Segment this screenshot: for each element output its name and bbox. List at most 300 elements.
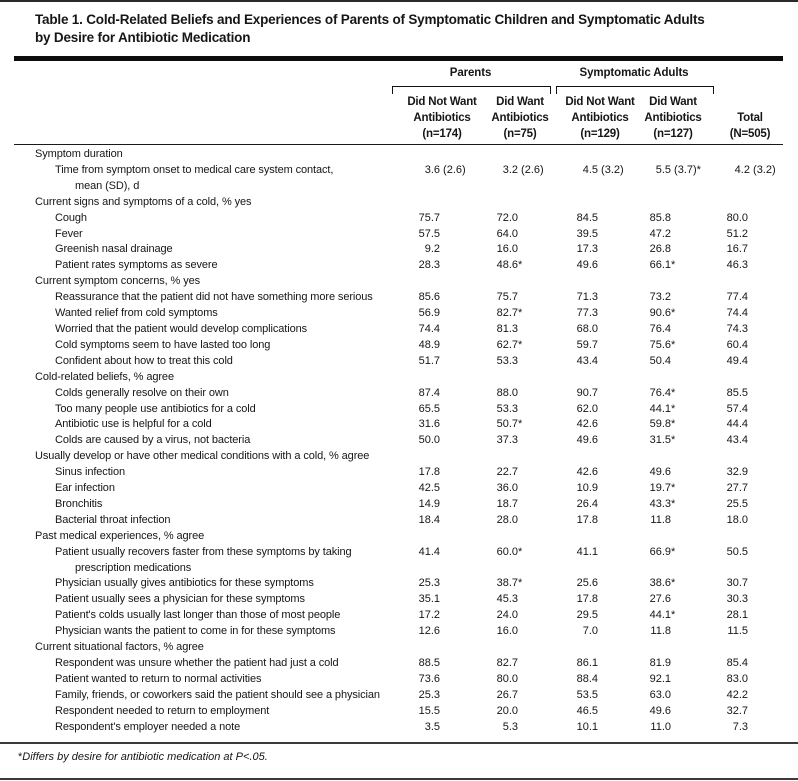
column-header-text: Total bbox=[737, 112, 763, 124]
row-label-line1: Respondent was unsure whether the patient had just a cold bbox=[55, 657, 339, 669]
value-cell: 12.6 bbox=[418, 625, 440, 638]
value-cell bbox=[554, 370, 626, 386]
value-cell: 74.4 bbox=[726, 307, 748, 320]
table-row bbox=[14, 720, 783, 736]
table-row bbox=[14, 704, 783, 720]
footnote bbox=[18, 751, 268, 763]
value-cell bbox=[554, 529, 626, 545]
table-row bbox=[14, 449, 783, 465]
row-label bbox=[14, 481, 396, 497]
value-cell: 22.7 bbox=[496, 466, 518, 479]
value-cell bbox=[704, 370, 776, 386]
value-cell: 17.2 bbox=[418, 609, 440, 622]
value-cell bbox=[627, 449, 699, 465]
value-cell: 90.7 bbox=[576, 386, 598, 399]
row-label-line1: Respondent's employer needed a note bbox=[55, 720, 241, 733]
row-label bbox=[14, 672, 396, 688]
column-header-n: (n=174) bbox=[422, 128, 462, 140]
table-row bbox=[14, 465, 783, 481]
value-cell bbox=[554, 274, 626, 290]
row-label-line1: Current situational factors, % agree bbox=[35, 641, 204, 654]
column-header-n: (n=75) bbox=[503, 128, 537, 140]
value-cell: 10.1 bbox=[576, 720, 598, 733]
value-cell: 18.7 bbox=[496, 497, 518, 510]
value-cell: 82.7 bbox=[496, 657, 518, 669]
value-cell bbox=[474, 195, 546, 211]
value-cell: 7.0 bbox=[582, 625, 598, 638]
value-cell: 24.0 bbox=[496, 609, 518, 622]
table-row bbox=[14, 513, 783, 529]
row-label-line1: Cold-related beliefs, % agree bbox=[35, 370, 174, 383]
value-cell: 75.7 bbox=[496, 291, 518, 304]
table-row bbox=[14, 576, 783, 592]
value-cell: 31.5* bbox=[649, 434, 676, 447]
footnote-marker: * bbox=[18, 751, 23, 763]
value-cell: 53.3 bbox=[496, 354, 518, 367]
value-cell: 76.4* bbox=[649, 386, 676, 399]
value-cell: 62.0 bbox=[576, 402, 598, 415]
value-cell: 29.5 bbox=[576, 609, 598, 622]
value-cell: 85.8 bbox=[649, 211, 671, 224]
value-cell: 43.4 bbox=[726, 434, 748, 447]
column-header-text: Did Want bbox=[649, 96, 697, 108]
table-title-line2: by Desire for Antibiotic Medication bbox=[35, 30, 251, 45]
value-cell: 42.6 bbox=[576, 418, 598, 431]
value-cell: 30.7 bbox=[726, 577, 748, 590]
value-cell: 49.6 bbox=[576, 434, 598, 447]
table-row bbox=[14, 211, 783, 227]
table-title-line1: Table 1. Cold-Related Beliefs and Experiences of Parents of Symptomatic Children and Symptomatic Adults bbox=[35, 12, 705, 27]
value-cell: 83.0 bbox=[726, 672, 748, 685]
value-cell: 85.4 bbox=[726, 657, 748, 669]
value-cell: 28.0 bbox=[496, 513, 518, 526]
row-label-line1: Usually develop or have other medical conditions with a cold, % agree bbox=[35, 450, 370, 463]
value-cell: 75.7 bbox=[418, 211, 440, 224]
value-cell: 49.6 bbox=[576, 259, 598, 272]
value-cell: 81.3 bbox=[496, 322, 518, 335]
value-cell: 87.4 bbox=[418, 386, 440, 399]
table-row bbox=[14, 624, 783, 640]
value-cell: 73.2 bbox=[649, 291, 671, 304]
row-label-line1: Sinus infection bbox=[55, 466, 126, 479]
table-row bbox=[14, 354, 783, 370]
row-label-line1: Too many people use antibiotics for a cold bbox=[55, 402, 256, 415]
table-row bbox=[14, 370, 783, 386]
value-cell bbox=[474, 449, 546, 465]
row-label bbox=[14, 529, 396, 545]
value-cell bbox=[704, 640, 776, 656]
row-label bbox=[14, 402, 396, 418]
row-label-line1: Patient wanted to return to normal activities bbox=[55, 672, 262, 685]
column-header-text: Did Want bbox=[496, 96, 544, 108]
value-cell: 74.3 bbox=[726, 322, 748, 335]
group-header-symptomatic-adults: Symptomatic Adults bbox=[579, 67, 689, 79]
table-row bbox=[14, 672, 783, 688]
table-row bbox=[14, 640, 783, 656]
value-cell bbox=[627, 529, 699, 545]
value-cell: 81.9 bbox=[649, 657, 671, 669]
column-header-text: Antibiotics bbox=[571, 112, 629, 124]
row-label bbox=[14, 720, 396, 736]
table-row bbox=[14, 242, 783, 258]
value-cell: 11.8 bbox=[650, 625, 671, 638]
row-label-line1: Colds are caused by a virus, not bacteria bbox=[55, 434, 251, 447]
value-cell: 5.3 bbox=[502, 720, 518, 733]
table-row bbox=[14, 433, 783, 449]
value-cell: 38.7* bbox=[496, 577, 523, 590]
value-cell bbox=[704, 449, 776, 465]
value-cell bbox=[474, 370, 546, 386]
value-cell bbox=[704, 529, 776, 545]
top-border-rule bbox=[0, 0, 798, 2]
value-cell: 47.2 bbox=[649, 227, 671, 240]
value-cell: 46.5 bbox=[576, 704, 598, 717]
value-cell: 11.8 bbox=[650, 513, 671, 526]
value-cell: 90.6* bbox=[649, 307, 676, 320]
value-cell: 57.4 bbox=[726, 402, 748, 415]
row-label-line1: Patient rates symptoms as severe bbox=[55, 259, 218, 272]
footnote-separator-rule bbox=[0, 742, 798, 744]
table-row bbox=[14, 290, 783, 306]
value-cell: 20.0 bbox=[496, 704, 518, 717]
value-cell: 48.9 bbox=[418, 338, 440, 351]
value-cell bbox=[554, 195, 626, 211]
row-label-line1: Family, friends, or coworkers said the patient should see a physician bbox=[55, 688, 380, 701]
value-cell: 59.7 bbox=[576, 338, 598, 351]
value-cell bbox=[396, 640, 468, 656]
value-cell: 50.5 bbox=[726, 545, 748, 558]
row-label-line1: Cough bbox=[55, 211, 87, 224]
row-label-line1: Worried that the patient would develop complications bbox=[55, 322, 308, 335]
value-cell: 43.4 bbox=[576, 354, 598, 367]
value-cell: 15.5 bbox=[418, 704, 440, 717]
row-label-line1: Cold symptoms seem to have lasted too long bbox=[55, 338, 271, 351]
value-cell: 38.6* bbox=[649, 577, 676, 590]
value-cell: 66.1* bbox=[649, 259, 676, 272]
row-label-line1: Colds generally resolve on their own bbox=[55, 386, 229, 399]
table-row bbox=[14, 306, 783, 322]
value-cell bbox=[704, 195, 776, 211]
column-header-n: (n=129) bbox=[580, 128, 620, 140]
value-cell: 53.3 bbox=[496, 402, 518, 415]
value-cell: 50.0 bbox=[418, 434, 440, 447]
row-label-line1: Patient's colds usually last longer than those of most people bbox=[55, 609, 341, 622]
column-header-n: (n=127) bbox=[653, 128, 693, 140]
row-label bbox=[14, 370, 396, 386]
value-cell: 3.2 (2.6) bbox=[502, 163, 544, 176]
value-cell: 50.4 bbox=[649, 354, 671, 367]
value-cell: 17.8 bbox=[576, 593, 598, 606]
value-cell bbox=[554, 640, 626, 656]
row-label bbox=[14, 306, 396, 322]
value-cell: 11.0 bbox=[650, 720, 671, 733]
table-row bbox=[14, 417, 783, 433]
table-row bbox=[14, 688, 783, 704]
value-cell: 44.1* bbox=[649, 609, 676, 622]
column-header-text: Did Not Want bbox=[407, 96, 477, 108]
row-label-line1: Bronchitis bbox=[55, 497, 103, 510]
value-cell: 3.6 (2.6) bbox=[424, 163, 466, 176]
row-label-line1: Reassurance that the patient did not have something more serious bbox=[55, 291, 373, 304]
value-cell bbox=[474, 640, 546, 656]
value-cell: 66.9* bbox=[649, 545, 676, 558]
value-cell bbox=[396, 449, 468, 465]
row-label-line1: Ear infection bbox=[55, 482, 115, 495]
row-label bbox=[14, 195, 396, 211]
value-cell: 42.2 bbox=[726, 688, 748, 701]
table-row bbox=[14, 608, 783, 624]
row-label bbox=[14, 386, 396, 402]
value-cell: 50.7* bbox=[496, 418, 523, 431]
row-label bbox=[14, 640, 396, 656]
value-cell bbox=[627, 640, 699, 656]
row-label-line1: Time from symptom onset to medical care system contact, bbox=[55, 163, 334, 176]
value-cell: 60.0* bbox=[496, 545, 523, 558]
row-label bbox=[14, 433, 396, 449]
row-label bbox=[14, 656, 396, 672]
value-cell: 27.7 bbox=[726, 482, 748, 495]
value-cell: 42.5 bbox=[418, 482, 440, 495]
value-cell: 77.3 bbox=[576, 307, 598, 320]
row-label bbox=[14, 576, 396, 592]
table-row bbox=[14, 497, 783, 513]
value-cell bbox=[396, 147, 468, 163]
row-label bbox=[14, 227, 396, 243]
table-row bbox=[14, 322, 783, 338]
value-cell: 31.6 bbox=[418, 418, 440, 431]
group-header-parents: Parents bbox=[449, 67, 492, 79]
value-cell: 7.3 bbox=[732, 720, 748, 733]
value-cell: 86.1 bbox=[576, 657, 598, 669]
value-cell: 45.3 bbox=[496, 593, 518, 606]
value-cell: 30.3 bbox=[726, 593, 748, 606]
row-label bbox=[14, 465, 396, 481]
table-row bbox=[14, 274, 783, 290]
value-cell: 85.6 bbox=[418, 291, 440, 304]
value-cell: 18.4 bbox=[418, 513, 440, 526]
value-cell: 76.4 bbox=[649, 322, 671, 335]
row-label bbox=[14, 624, 396, 640]
value-cell: 35.1 bbox=[418, 593, 440, 606]
row-label-line1: Fever bbox=[55, 227, 83, 240]
row-label bbox=[14, 322, 396, 338]
value-cell: 68.0 bbox=[576, 322, 598, 335]
value-cell: 10.9 bbox=[576, 482, 598, 495]
value-cell: 88.4 bbox=[576, 672, 598, 685]
row-label bbox=[14, 545, 396, 577]
table-row bbox=[14, 402, 783, 418]
row-label-line1: Greenish nasal drainage bbox=[55, 243, 173, 256]
value-cell: 16.0 bbox=[496, 243, 518, 256]
row-label bbox=[14, 688, 396, 704]
row-label bbox=[14, 242, 396, 258]
value-cell: 9.2 bbox=[424, 243, 440, 256]
column-header-text: Antibiotics bbox=[413, 112, 471, 124]
column-header-total bbox=[700, 92, 798, 142]
value-cell: 16.7 bbox=[726, 243, 748, 256]
table-row bbox=[14, 195, 783, 211]
row-label-line1: Current symptom concerns, % yes bbox=[35, 275, 201, 288]
row-label bbox=[14, 497, 396, 513]
value-cell: 37.3 bbox=[496, 434, 518, 447]
value-cell bbox=[396, 529, 468, 545]
table-row bbox=[14, 258, 783, 274]
row-label-line1: Patient usually recovers faster from these symptoms by taking bbox=[55, 545, 352, 558]
table-row bbox=[14, 147, 783, 163]
row-label-line1: Physician usually gives antibiotics for these symptoms bbox=[55, 577, 314, 590]
bottom-border-rule bbox=[0, 778, 798, 780]
value-cell bbox=[554, 147, 626, 163]
value-cell bbox=[704, 147, 776, 163]
value-cell: 43.3* bbox=[649, 497, 676, 510]
row-label bbox=[14, 449, 396, 465]
value-cell: 88.5 bbox=[418, 657, 440, 669]
value-cell: 74.4 bbox=[418, 322, 440, 335]
row-label bbox=[14, 417, 396, 433]
row-label-line1: Physician wants the patient to come in for these symptoms bbox=[55, 625, 336, 638]
value-cell: 25.3 bbox=[418, 688, 440, 701]
row-label bbox=[14, 258, 396, 274]
value-cell: 27.6 bbox=[649, 593, 671, 606]
row-label bbox=[14, 338, 396, 354]
value-cell: 80.0 bbox=[496, 672, 518, 685]
footnote-text: Differs by desire for antibiotic medication at P<.05. bbox=[22, 751, 268, 763]
value-cell: 49.6 bbox=[649, 466, 671, 479]
value-cell bbox=[474, 274, 546, 290]
value-cell bbox=[474, 529, 546, 545]
value-cell: 57.5 bbox=[418, 227, 440, 240]
value-cell bbox=[396, 195, 468, 211]
value-cell: 82.7* bbox=[496, 307, 523, 320]
value-cell: 49.6 bbox=[649, 704, 671, 717]
value-cell bbox=[627, 274, 699, 290]
value-cell: 51.2 bbox=[726, 227, 748, 240]
row-label bbox=[14, 211, 396, 227]
table-row bbox=[14, 227, 783, 243]
table-row bbox=[14, 481, 783, 497]
value-cell: 19.7* bbox=[649, 482, 676, 495]
header-bottom-rule bbox=[14, 144, 783, 145]
value-cell: 62.7* bbox=[496, 338, 523, 351]
value-cell: 18.0 bbox=[726, 513, 748, 526]
table-row bbox=[14, 386, 783, 402]
row-label-line1: Wanted relief from cold symptoms bbox=[55, 307, 218, 320]
row-label bbox=[14, 147, 396, 163]
value-cell: 63.0 bbox=[649, 688, 671, 701]
row-label bbox=[14, 513, 396, 529]
column-header-text: Did Not Want bbox=[565, 96, 635, 108]
row-label bbox=[14, 608, 396, 624]
value-cell: 32.7 bbox=[726, 704, 748, 717]
value-cell: 44.4 bbox=[726, 418, 748, 431]
row-label bbox=[14, 274, 396, 290]
value-cell: 42.6 bbox=[576, 466, 598, 479]
value-cell bbox=[396, 274, 468, 290]
row-label-line2: prescription medications bbox=[75, 561, 192, 574]
value-cell: 51.7 bbox=[418, 354, 440, 367]
row-label-line1: Symptom duration bbox=[35, 148, 123, 160]
row-label-line1: Antibiotic use is helpful for a cold bbox=[55, 418, 212, 431]
column-header-text: Antibiotics bbox=[491, 112, 549, 124]
value-cell: 48.6* bbox=[496, 259, 523, 272]
value-cell: 92.1 bbox=[649, 672, 671, 685]
value-cell: 60.4 bbox=[726, 338, 748, 351]
value-cell: 59.8* bbox=[649, 418, 676, 431]
value-cell: 85.5 bbox=[726, 386, 748, 399]
value-cell: 56.9 bbox=[418, 307, 440, 320]
value-cell: 64.0 bbox=[496, 227, 518, 240]
row-label-line1: Patient usually sees a physician for these symptoms bbox=[55, 593, 305, 606]
value-cell: 77.4 bbox=[726, 291, 748, 304]
value-cell: 3.5 bbox=[424, 720, 440, 733]
value-cell: 46.3 bbox=[726, 259, 748, 272]
value-cell: 4.5 (3.2) bbox=[582, 163, 624, 176]
table-row bbox=[14, 656, 783, 672]
value-cell: 17.8 bbox=[418, 466, 440, 479]
value-cell bbox=[554, 449, 626, 465]
value-cell: 26.7 bbox=[496, 688, 518, 701]
value-cell: 14.9 bbox=[418, 497, 440, 510]
column-header-text: Antibiotics bbox=[644, 112, 702, 124]
value-cell bbox=[627, 195, 699, 211]
value-cell: 25.6 bbox=[576, 577, 598, 590]
row-label-line1: Bacterial throat infection bbox=[55, 513, 171, 526]
value-cell: 32.9 bbox=[726, 466, 748, 479]
value-cell bbox=[627, 147, 699, 163]
value-cell: 75.6* bbox=[649, 338, 676, 351]
table-row bbox=[14, 529, 783, 545]
value-cell: 36.0 bbox=[496, 482, 518, 495]
value-cell: 41.1 bbox=[576, 545, 598, 558]
table-row bbox=[14, 338, 783, 354]
row-label bbox=[14, 354, 396, 370]
value-cell: 28.3 bbox=[418, 259, 440, 272]
value-cell: 80.0 bbox=[726, 211, 748, 224]
value-cell: 53.5 bbox=[576, 688, 598, 701]
value-cell: 71.3 bbox=[576, 291, 598, 304]
row-label-line1: Current signs and symptoms of a cold, % yes bbox=[35, 195, 252, 208]
value-cell: 16.0 bbox=[496, 625, 518, 638]
row-label bbox=[14, 163, 396, 195]
value-cell: 17.8 bbox=[576, 513, 598, 526]
row-label bbox=[14, 704, 396, 720]
row-label-line1: Confident about how to treat this cold bbox=[55, 354, 233, 367]
table-row bbox=[14, 592, 783, 608]
value-cell: 73.6 bbox=[418, 672, 440, 685]
value-cell: 26.4 bbox=[576, 497, 598, 510]
value-cell: 17.3 bbox=[576, 243, 598, 256]
table-title bbox=[35, 11, 775, 47]
table-body bbox=[14, 147, 783, 736]
row-label-line1: Respondent needed to return to employment bbox=[55, 704, 270, 717]
row-label-line2: mean (SD), d bbox=[75, 179, 140, 192]
value-cell: 44.1* bbox=[649, 402, 676, 415]
value-cell: 65.5 bbox=[418, 402, 440, 415]
value-cell: 26.8 bbox=[649, 243, 671, 256]
row-label bbox=[14, 290, 396, 306]
value-cell: 25.3 bbox=[418, 577, 440, 590]
value-cell: 5.5 (3.7)* bbox=[655, 163, 701, 176]
value-cell: 25.5 bbox=[726, 497, 748, 510]
value-cell: 39.5 bbox=[576, 227, 598, 240]
value-cell: 4.2 (3.2) bbox=[734, 163, 776, 176]
value-cell bbox=[474, 147, 546, 163]
value-cell bbox=[396, 370, 468, 386]
value-cell bbox=[627, 370, 699, 386]
row-label bbox=[14, 592, 396, 608]
column-header-n: (N=505) bbox=[729, 128, 771, 140]
table-row bbox=[14, 545, 783, 577]
